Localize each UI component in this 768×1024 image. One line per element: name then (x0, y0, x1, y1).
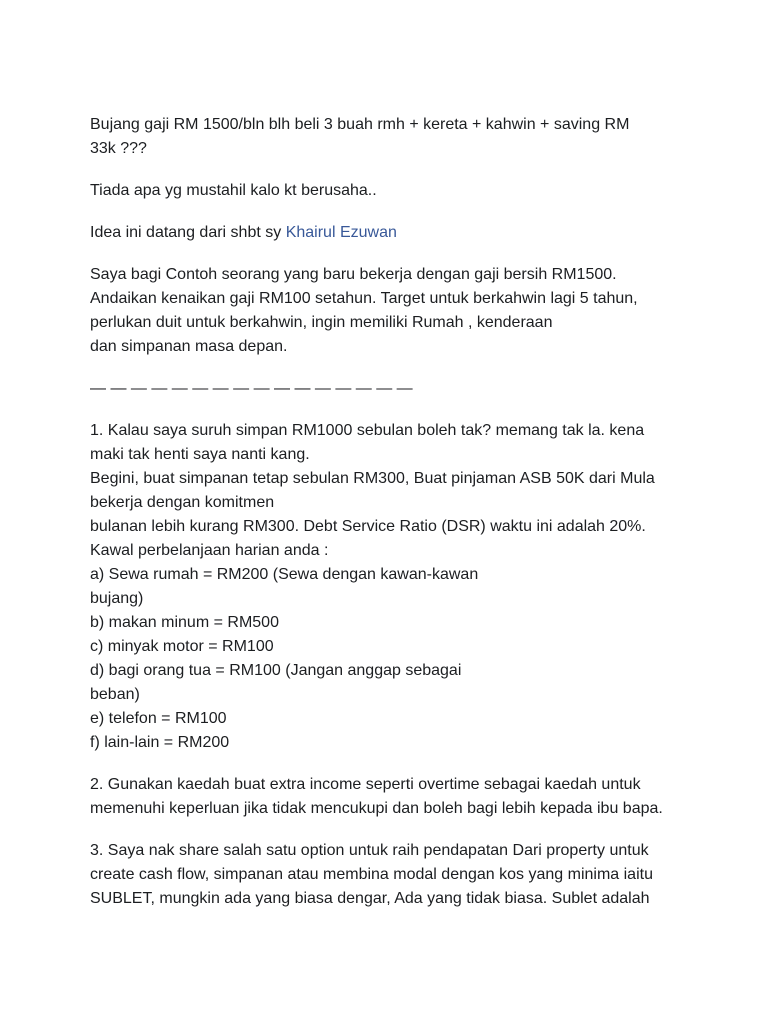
budget-item-line: d) bagi orang tua = RM100 (Jangan anggap sebagai (90, 662, 462, 679)
headline-line: Bujang gaji RM 1500/bln blh beli 3 buah rmh + kereta + kahwin + saving RM (90, 116, 630, 133)
headline-line: 33k ??? (90, 140, 147, 157)
budget-item-line: a) Sewa rumah = RM200 (Sewa dengan kawan-kawan (90, 566, 479, 583)
intro-line: perlukan duit untuk berkahwin, ingin memiliki Rumah , kenderaan (90, 314, 553, 331)
point-3-line: SUBLET, mungkin ada yang biasa dengar, Ada yang tidak biasa. Sublet adalah (90, 890, 650, 907)
point-1-line: maki tak henti saya nanti kang. (90, 446, 310, 463)
budget-item-line: bujang) (90, 590, 144, 607)
point-1-line: bekerja dengan komitmen (90, 494, 275, 511)
credit-prefix: Idea ini datang dari shbt sy (90, 224, 286, 241)
dash-divider: — — — — — — — — — — — — — — — — (90, 380, 413, 397)
point-1-paragraph (90, 419, 690, 755)
budget-item-line: e) telefon = RM100 (90, 710, 227, 727)
credit-line (90, 221, 690, 245)
budget-item-line: f) lain-lain = RM200 (90, 734, 230, 751)
point-3-line: 3. Saya nak share salah satu option untuk raih pendapatan Dari property untuk (90, 842, 649, 859)
intro-line: dan simpanan masa depan. (90, 338, 288, 355)
intro-line: Andaikan kenaikan gaji RM100 setahun. Target untuk berkahwin lagi 5 tahun, (90, 290, 638, 307)
credit-paragraph (90, 221, 690, 245)
point-1-line: Kawal perbelanjaan harian anda : (90, 542, 329, 559)
intro-paragraph (90, 263, 690, 359)
point-1-line: Begini, buat simpanan tetap sebulan RM300, Buat pinjaman ASB 50K dari Mula (90, 470, 655, 487)
point-3-line: create cash flow, simpanan atau membina modal dengan kos yang minima iaitu (90, 866, 653, 883)
post-body (90, 113, 690, 929)
mention-link-khairul-ezuwan[interactable]: Khairul Ezuwan (285, 224, 397, 241)
point-2-line: memenuhi keperluan jika tidak mencukupi dan boleh bagi lebih kepada ibu bapa. (90, 800, 663, 817)
motto-line: Tiada apa yg mustahil kalo kt berusaha.. (90, 182, 377, 199)
point-2-line: 2. Gunakan kaedah buat extra income seperti overtime sebagai kaedah untuk (90, 776, 641, 793)
motto-paragraph (90, 179, 690, 203)
budget-item-line: b) makan minum = RM500 (90, 614, 279, 631)
budget-item-line: c) minyak motor = RM100 (90, 638, 274, 655)
point-2-paragraph (90, 773, 690, 821)
intro-line: Saya bagi Contoh seorang yang baru bekerja dengan gaji bersih RM1500. (90, 266, 617, 283)
budget-item-line: beban) (90, 686, 140, 703)
headline-paragraph (90, 113, 690, 161)
point-1-line: bulanan lebih kurang RM300. Debt Service Ratio (DSR) waktu ini adalah 20%. (90, 518, 646, 535)
point-1-line: 1. Kalau saya suruh simpan RM1000 sebulan boleh tak? memang tak la. kena (90, 422, 645, 439)
point-3-paragraph (90, 839, 690, 911)
